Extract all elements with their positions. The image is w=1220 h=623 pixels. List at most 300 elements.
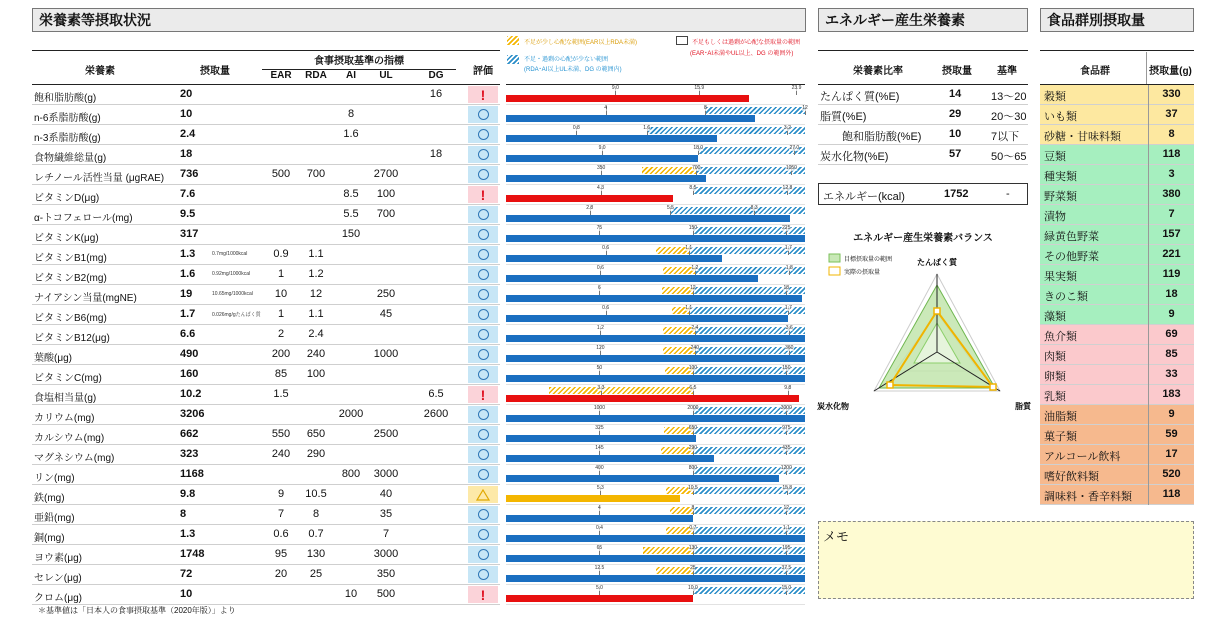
eval-ok-icon bbox=[468, 266, 498, 283]
tick-label: 50 bbox=[596, 365, 603, 371]
tick-label: 27.0 bbox=[789, 145, 800, 151]
tick-label: 150 bbox=[782, 365, 791, 371]
energy-standard: 13～20 bbox=[991, 91, 1027, 103]
nutrient-name: 鉄(mg) bbox=[34, 493, 65, 504]
tick-label: 15.0 bbox=[781, 585, 792, 591]
tick-label: 37.5 bbox=[781, 565, 792, 571]
value-ai: 800 bbox=[341, 468, 361, 480]
food-group-amount: 7 bbox=[1148, 205, 1194, 225]
nutrient-amount: 20 bbox=[180, 88, 193, 100]
nutrient-name: ビタミンK(μg) bbox=[34, 233, 99, 244]
nutrient-amount: 1.7 bbox=[180, 308, 196, 320]
tick-label: 975 bbox=[782, 425, 791, 431]
value-ul: 2700 bbox=[373, 168, 399, 180]
tick-label: 800 bbox=[688, 465, 698, 471]
intake-bar bbox=[506, 175, 706, 182]
energy-amount: 57 bbox=[949, 148, 962, 160]
nutrient-row bbox=[32, 585, 500, 605]
nutrient-name: 飽和脂肪酸(g) bbox=[34, 93, 97, 104]
intake-bar bbox=[506, 335, 805, 342]
food-group-amount: 37 bbox=[1148, 105, 1194, 125]
nutrient-row bbox=[32, 225, 500, 245]
memo-label: メモ bbox=[823, 529, 850, 544]
food-group-amount: 520 bbox=[1148, 465, 1194, 485]
bar-row bbox=[506, 185, 805, 205]
tick-label: 360 bbox=[785, 345, 794, 351]
header-standard-group: 食事摂取基準の指標 bbox=[262, 52, 456, 70]
value-ai: 8.5 bbox=[343, 188, 359, 200]
nutrient-row bbox=[32, 245, 500, 265]
energy-row bbox=[818, 105, 1028, 125]
bar-row bbox=[506, 85, 805, 105]
tick-label: 4 bbox=[604, 105, 608, 111]
range-caution bbox=[549, 387, 693, 394]
intake-title: 栄養素等摂取状況 bbox=[32, 8, 806, 32]
energy-name: 飽和脂肪酸(%E) bbox=[842, 131, 922, 143]
value-ai: 5.5 bbox=[343, 208, 359, 220]
food-group-row bbox=[1040, 345, 1194, 365]
intake-bar bbox=[506, 515, 693, 522]
value-rda: 1.1 bbox=[308, 308, 324, 320]
food-group-name: 藻類 bbox=[1044, 311, 1066, 323]
nutrient-row bbox=[32, 425, 500, 445]
bar-row bbox=[506, 465, 805, 485]
bar-row bbox=[506, 205, 805, 225]
range-caution bbox=[656, 247, 689, 254]
tick-label: 1.1 bbox=[685, 245, 693, 251]
tick-label: 1.7 bbox=[784, 305, 792, 311]
radar-point-carb bbox=[887, 382, 893, 388]
value-dg: 18 bbox=[429, 148, 443, 160]
food-header-amount: 摂取量(g) bbox=[1146, 52, 1194, 84]
tick-label: 6.5 bbox=[689, 385, 697, 391]
value-ear: 10 bbox=[274, 288, 288, 300]
radar-legend-actual-swatch bbox=[829, 267, 840, 275]
intake-bar bbox=[506, 495, 680, 502]
eval-ok-icon bbox=[468, 546, 498, 563]
nutrient-row bbox=[32, 165, 500, 185]
intake-bar bbox=[506, 95, 749, 102]
tick-label: 10.0 bbox=[688, 585, 698, 591]
nutrient-amount: 10 bbox=[180, 108, 193, 120]
value-ear: 500 bbox=[271, 168, 291, 180]
food-group-row bbox=[1040, 445, 1194, 465]
tick-label: 5.3 bbox=[596, 485, 604, 491]
nutrient-amount: 8 bbox=[180, 508, 187, 520]
nutrient-name: α-トコフェロール(mg) bbox=[34, 213, 133, 224]
legend-blue-swatch bbox=[507, 55, 519, 64]
value-ear: 95 bbox=[274, 548, 288, 560]
value-ear: 7 bbox=[277, 508, 285, 520]
bar-row bbox=[506, 585, 805, 605]
tick-label: 1.1 bbox=[782, 525, 790, 531]
nutrient-row bbox=[32, 305, 500, 325]
intake-bar bbox=[506, 215, 790, 222]
tick-label: 120 bbox=[596, 345, 605, 351]
nutrient-row bbox=[32, 345, 500, 365]
value-ear: 1.5 bbox=[273, 388, 289, 400]
tick-label: 15.9 bbox=[694, 85, 705, 91]
food-group-amount: 18 bbox=[1148, 285, 1194, 305]
intake-bar bbox=[506, 375, 805, 382]
header-amount: 摂取量 bbox=[200, 66, 230, 77]
food-group-row bbox=[1040, 105, 1194, 125]
eval-ok-icon bbox=[468, 366, 498, 383]
bar-row bbox=[506, 245, 805, 265]
food-group-row bbox=[1040, 385, 1194, 405]
nutrient-note: 0.026mg/gたんぱく質 bbox=[212, 312, 261, 318]
food-group-amount: 8 bbox=[1148, 125, 1194, 145]
food-group-row bbox=[1040, 125, 1194, 145]
value-ear: 240 bbox=[271, 448, 291, 460]
nutrient-row bbox=[32, 325, 500, 345]
intake-bar bbox=[506, 115, 755, 122]
tick-label: 8.3 bbox=[750, 205, 758, 211]
value-ear: 2 bbox=[277, 328, 285, 340]
food-group-name: その他野菜 bbox=[1044, 251, 1099, 263]
value-rda: 8 bbox=[312, 508, 320, 520]
header-ul: UL bbox=[379, 70, 393, 81]
food-group-row bbox=[1040, 465, 1194, 485]
intake-bar bbox=[506, 315, 788, 322]
eval-ok-icon bbox=[468, 226, 498, 243]
value-rda: 700 bbox=[306, 168, 326, 180]
value-ai: 2000 bbox=[338, 408, 364, 420]
value-rda: 0.7 bbox=[308, 528, 324, 540]
value-ear: 1 bbox=[277, 308, 285, 320]
nutrient-row bbox=[32, 125, 500, 145]
eval-ok-icon bbox=[468, 406, 498, 423]
food-group-name: 果実類 bbox=[1044, 271, 1077, 283]
nutrient-amount: 6.6 bbox=[180, 328, 196, 340]
legend-yellow-text: 不足が少し心配な範囲(EAR以上RDA未満) bbox=[524, 40, 638, 46]
nutrient-row bbox=[32, 85, 500, 105]
value-rda: 10.5 bbox=[305, 488, 327, 500]
range-adequate bbox=[705, 107, 805, 114]
tick-label: 12 bbox=[802, 105, 808, 111]
eval-alert-icon: ! bbox=[468, 86, 498, 103]
tick-label: 3000 bbox=[780, 405, 792, 411]
tick-label: 400 bbox=[595, 465, 604, 471]
food-group-name: 乳類 bbox=[1044, 391, 1066, 403]
bar-row bbox=[506, 225, 805, 245]
value-ear: 550 bbox=[271, 428, 291, 440]
intake-bar bbox=[506, 435, 696, 442]
bar-row bbox=[506, 405, 805, 425]
value-dg: 6.5 bbox=[428, 388, 444, 400]
eval-ok-icon bbox=[468, 166, 498, 183]
food-group-name: きのこ類 bbox=[1044, 291, 1088, 303]
range-caution bbox=[663, 327, 694, 334]
radar-label-protein: たんぱく質 bbox=[917, 258, 957, 267]
nutrient-amount: 1168 bbox=[180, 468, 204, 480]
tick-label: 15.8 bbox=[782, 485, 793, 491]
nutrient-name: セレン(μg) bbox=[34, 573, 82, 584]
range-caution bbox=[670, 507, 693, 514]
energy-amount: 29 bbox=[949, 108, 962, 120]
energy-header-amount: 摂取量 bbox=[942, 66, 972, 77]
table-top-rule bbox=[32, 50, 500, 51]
value-ul: 100 bbox=[376, 188, 396, 200]
nutrient-row bbox=[32, 485, 500, 505]
eval-ok-icon bbox=[468, 346, 498, 363]
food-group-row bbox=[1040, 425, 1194, 445]
nutrient-name: 食塩相当量(g) bbox=[34, 393, 97, 404]
nutrient-amount: 18 bbox=[180, 148, 193, 160]
food-group-row bbox=[1040, 405, 1194, 425]
eval-ok-icon bbox=[468, 246, 498, 263]
nutrient-row bbox=[32, 145, 500, 165]
header-dg: DG bbox=[428, 70, 444, 81]
value-ai: 1.6 bbox=[343, 128, 359, 140]
eval-alert-icon: ! bbox=[468, 586, 498, 603]
bar-row bbox=[506, 345, 805, 365]
food-group-name: いも類 bbox=[1044, 111, 1077, 123]
intake-bar bbox=[506, 135, 717, 142]
bar-row bbox=[506, 505, 805, 525]
food-group-row bbox=[1040, 325, 1194, 345]
nutrient-name: リン(mg) bbox=[34, 473, 75, 484]
energy-row bbox=[818, 85, 1028, 105]
tick-label: 0.6 bbox=[596, 265, 604, 271]
energy-amount: 14 bbox=[949, 88, 962, 100]
value-rda: 240 bbox=[306, 348, 326, 360]
energy-standard: 20～30 bbox=[991, 111, 1027, 123]
radar-legend-target-swatch bbox=[829, 254, 840, 262]
tick-label: 5.5 bbox=[666, 205, 674, 211]
energy-amount: 10 bbox=[949, 128, 962, 140]
tick-label: 0.8 bbox=[572, 125, 580, 131]
tick-label: 700 bbox=[692, 165, 701, 171]
eval-alert-icon: ! bbox=[468, 386, 498, 403]
nutrient-amount: 1.3 bbox=[180, 248, 196, 260]
value-ear: 0.6 bbox=[273, 528, 289, 540]
range-caution bbox=[656, 567, 693, 574]
nutrient-row bbox=[32, 265, 500, 285]
intake-bar bbox=[506, 295, 802, 302]
eval-ok-icon bbox=[468, 506, 498, 523]
food-group-row bbox=[1040, 365, 1194, 385]
nutrient-row bbox=[32, 285, 500, 305]
nutrient-amount: 736 bbox=[180, 168, 199, 180]
value-ul: 40 bbox=[379, 488, 393, 500]
nutrient-name: 食物繊維総量(g) bbox=[34, 153, 107, 164]
food-group-name: 種実類 bbox=[1044, 171, 1077, 183]
nutrient-row bbox=[32, 525, 500, 545]
nutrient-amount: 19 bbox=[180, 288, 193, 300]
nutrient-name: マグネシウム(mg) bbox=[34, 453, 115, 464]
tick-label: 1050 bbox=[785, 165, 797, 171]
nutrient-amount: 1.3 bbox=[180, 528, 196, 540]
tick-label: 8.5 bbox=[689, 185, 697, 191]
food-group-row bbox=[1040, 225, 1194, 245]
value-rda: 1.2 bbox=[308, 268, 324, 280]
value-rda: 130 bbox=[306, 548, 326, 560]
nutrient-amount: 323 bbox=[180, 448, 199, 460]
eval-ok-icon bbox=[468, 306, 498, 323]
value-rda: 290 bbox=[306, 448, 326, 460]
nutrient-amount: 10.2 bbox=[180, 388, 202, 400]
food-group-amount: 118 bbox=[1148, 485, 1194, 505]
radar-point-fat bbox=[990, 384, 996, 390]
energy-standard: 50～65 bbox=[991, 151, 1027, 163]
nutrient-amount: 9.8 bbox=[180, 488, 196, 500]
value-ul: 45 bbox=[379, 308, 393, 320]
nutrient-name: 葉酸(μg) bbox=[34, 353, 72, 364]
tick-label: 9.0 bbox=[611, 85, 619, 91]
tick-label: 8 bbox=[703, 105, 707, 111]
tick-label: 12.5 bbox=[594, 565, 605, 571]
food-group-amount: 9 bbox=[1148, 305, 1194, 325]
nutrient-name: ビタミンB1(mg) bbox=[34, 253, 107, 264]
tick-label: 10.5 bbox=[688, 485, 698, 491]
tick-label: 1.6 bbox=[643, 125, 651, 131]
nutrient-name: n-6系脂肪酸(g) bbox=[34, 113, 101, 124]
tick-label: 1.8 bbox=[785, 265, 793, 271]
food-group-amount: 330 bbox=[1148, 85, 1194, 105]
nutrient-note: 0.7mg/1000kcal bbox=[212, 251, 248, 257]
value-rda: 650 bbox=[306, 428, 326, 440]
intake-bar bbox=[506, 475, 779, 482]
value-dg: 2600 bbox=[423, 408, 449, 420]
food-group-name: 豆類 bbox=[1044, 151, 1066, 163]
nutrient-name: ビタミンB6(mg) bbox=[34, 313, 107, 324]
value-ul: 3000 bbox=[373, 548, 399, 560]
nutrient-amount: 10 bbox=[180, 588, 193, 600]
kcal-standard: - bbox=[1006, 188, 1010, 200]
nutrient-amount: 317 bbox=[180, 228, 199, 240]
food-group-name: 野菜類 bbox=[1044, 191, 1077, 203]
nutrient-name: ビタミンC(mg) bbox=[34, 373, 102, 384]
kcal-value: 1752 bbox=[944, 188, 969, 200]
value-ai: 8 bbox=[347, 108, 355, 120]
nutrient-name: 亜鉛(mg) bbox=[34, 513, 75, 524]
food-group-row bbox=[1040, 85, 1194, 105]
nutrient-amount: 3206 bbox=[180, 408, 205, 420]
intake-bar bbox=[506, 535, 805, 542]
energy-standard: 7以下 bbox=[991, 131, 1020, 143]
header-nutrient: 栄養素 bbox=[85, 66, 115, 77]
kcal-box bbox=[818, 183, 1028, 205]
value-ear: 20 bbox=[274, 568, 288, 580]
eval-ok-icon bbox=[468, 146, 498, 163]
value-ul: 1000 bbox=[373, 348, 399, 360]
energy-title: エネルギー産生栄養素 bbox=[818, 8, 1028, 32]
tick-label: 290 bbox=[688, 445, 698, 451]
energy-row bbox=[818, 145, 1028, 165]
food-group-name: アルコール飲料 bbox=[1044, 451, 1121, 463]
tick-label: 3.2 bbox=[783, 125, 791, 131]
tick-label: 5.0 bbox=[595, 585, 603, 591]
bar-row bbox=[506, 365, 805, 385]
tick-label: 1000 bbox=[593, 405, 605, 411]
eval-ok-icon bbox=[468, 566, 498, 583]
tick-label: 3.3 bbox=[597, 385, 605, 391]
food-group-amount: 33 bbox=[1148, 365, 1194, 385]
bar-row bbox=[506, 445, 805, 465]
nutrient-row bbox=[32, 445, 500, 465]
tick-label: 0.6 bbox=[602, 305, 610, 311]
value-ul: 350 bbox=[376, 568, 396, 580]
nutrient-amount: 490 bbox=[180, 348, 199, 360]
nutrient-name: ビタミンB12(μg) bbox=[34, 333, 110, 344]
tick-label: 1.2 bbox=[596, 325, 604, 331]
value-rda: 2.4 bbox=[308, 328, 324, 340]
range-adequate bbox=[670, 207, 805, 214]
tick-label: 130 bbox=[688, 545, 698, 551]
range-caution bbox=[663, 267, 694, 274]
header-eval: 評価 bbox=[473, 66, 493, 77]
bar-row bbox=[506, 325, 805, 345]
kcal-label: エネルギー(kcal) bbox=[823, 191, 905, 203]
bar-row bbox=[506, 165, 805, 185]
value-ul: 250 bbox=[376, 288, 396, 300]
tick-label: 650 bbox=[688, 425, 698, 431]
food-group-amount: 183 bbox=[1148, 385, 1194, 405]
nutrient-row bbox=[32, 545, 500, 565]
nutrient-name: ヨウ素(μg) bbox=[34, 553, 82, 564]
range-caution bbox=[643, 547, 693, 554]
radar-legend-actual: 実際の摂取量 bbox=[844, 270, 881, 276]
value-ear: 9 bbox=[277, 488, 285, 500]
legend-blue-text-2: (RDA･AI以上UL未満、DG の範囲内) bbox=[524, 67, 622, 73]
food-group-row bbox=[1040, 165, 1194, 185]
nutrient-row bbox=[32, 205, 500, 225]
tick-label: 145 bbox=[595, 445, 604, 451]
nutrient-row bbox=[32, 385, 500, 405]
tick-label: 12 bbox=[783, 505, 790, 511]
nutrient-amount: 72 bbox=[180, 568, 193, 580]
bar-row bbox=[506, 125, 805, 145]
value-rda: 25 bbox=[309, 568, 323, 580]
food-group-amount: 380 bbox=[1148, 185, 1194, 205]
eval-warning-icon bbox=[468, 486, 498, 503]
tick-label: 9.0 bbox=[598, 145, 606, 151]
nutrient-row bbox=[32, 465, 500, 485]
nutrient-name: ビタミンD(μg) bbox=[34, 193, 100, 204]
bar-row bbox=[506, 285, 805, 305]
header-ear: EAR bbox=[270, 70, 292, 81]
eval-ok-icon bbox=[468, 126, 498, 143]
intake-bar bbox=[506, 395, 799, 402]
memo-box[interactable] bbox=[818, 521, 1194, 599]
food-group-amount: 9 bbox=[1148, 405, 1194, 425]
food-group-row bbox=[1040, 145, 1194, 165]
value-ul: 2500 bbox=[373, 428, 399, 440]
header-ai: AI bbox=[346, 70, 356, 81]
food-group-amount: 69 bbox=[1148, 325, 1194, 345]
value-ul: 500 bbox=[376, 588, 396, 600]
eval-ok-icon bbox=[468, 426, 498, 443]
value-ai: 150 bbox=[341, 228, 361, 240]
nutrient-amount: 7.6 bbox=[180, 188, 196, 200]
radar-point-protein bbox=[934, 308, 940, 314]
food-group-name: 菓子類 bbox=[1044, 431, 1077, 443]
food-top-rule bbox=[1040, 50, 1194, 51]
nutrient-name: n-3系脂肪酸(g) bbox=[34, 133, 101, 144]
intake-bar bbox=[506, 595, 693, 602]
radar-label-carb: 炭水化物 bbox=[817, 402, 849, 411]
nutrient-amount: 9.5 bbox=[180, 208, 196, 220]
food-group-name: 油脂類 bbox=[1044, 411, 1077, 423]
value-ear: 0.9 bbox=[273, 248, 289, 260]
value-ai: 10 bbox=[344, 588, 358, 600]
energy-name: たんぱく質(%E) bbox=[820, 91, 900, 103]
range-caution bbox=[642, 167, 696, 174]
intake-bar bbox=[506, 455, 714, 462]
food-group-amount: 221 bbox=[1148, 245, 1194, 265]
legend-white-text-2: (EAR･AI未満やUL以上、DG の範囲外) bbox=[690, 51, 794, 57]
